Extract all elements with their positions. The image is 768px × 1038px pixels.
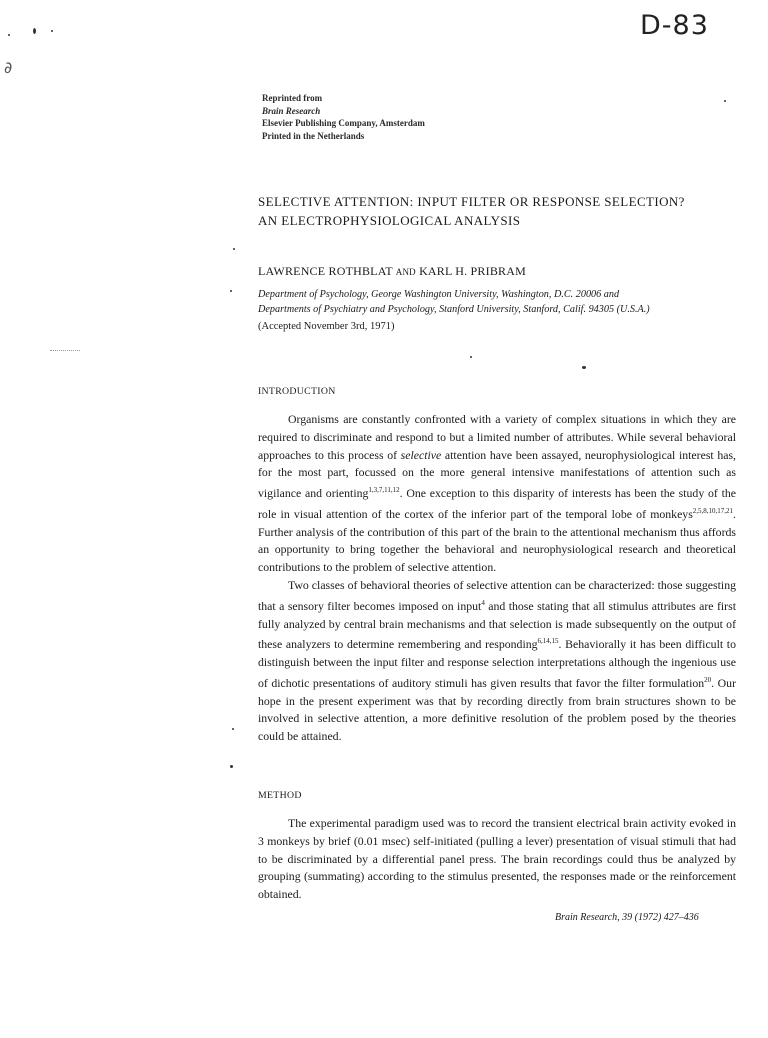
scan-speck [232, 728, 234, 730]
text-run: . Behaviorally it has been difficult to distinguish between the input filter and response selection interpretations although the ingenious use of dichotic presentations of auditory stimuli has given results that favor the filter formulation [258, 637, 736, 690]
text-run: Organisms are constantly confronted with a variety of complex situations in which they are required to discriminate and respond to but a limited number of attributes. While several behavioral approaches to this process of [258, 412, 736, 462]
method-paragraph-1: The experimental paradigm used was to record the transient electrical brain activity evoked in 3 monkeys by brief (0.01 msec) self-initiated (pulling a lever) presentation of visual stimuli that had to be discriminated by a differential panel press. The brain recordings could thus be analyzed by grouping (summating) according to the stimulus presented, the responses made or the reinforcement obtained. [258, 816, 736, 902]
author-conjunction: AND [395, 267, 416, 277]
scan-dots [50, 350, 80, 352]
affiliation-line-1: Department of Psychology, George Washington University, Washington, D.C. 20006 and [258, 289, 620, 300]
introduction-heading: INTRODUCTION [258, 386, 336, 397]
text-run: . Our hope in the present experiment was that by recording directly from brain structures shown to be involved in selective attention, a more definitive resolution of the problem posed by the theories could be attained. [258, 675, 736, 744]
scan-speck [8, 34, 10, 36]
method-heading: METHOD [258, 790, 302, 801]
affiliation [258, 288, 650, 317]
scan-speck [230, 290, 232, 292]
scan-speck [51, 30, 53, 32]
text-run: and those stating that all stimulus attributes are first fully analyzed by central brain mechanisms and that selection is made subsequently on the output of these analyzers to determine remembering and responding [258, 598, 736, 652]
scan-speck [230, 765, 233, 768]
scan-speck [724, 100, 726, 102]
reprint-printed: Printed in the Netherlands [262, 130, 365, 141]
authors [258, 264, 526, 279]
reprint-line: Reprinted from [262, 93, 323, 103]
scan-speck [233, 248, 235, 250]
reference-superscript: 1,3,7,11,12 [368, 486, 400, 495]
scan-speck [33, 28, 36, 34]
text-run: attention have been assayed, neurophysiological interest has, for the most part, focussed on the more general intensive manifestations of attention such as vigilance and orienting [258, 447, 737, 501]
reference-superscript: 4 [481, 598, 485, 607]
reprint-journal: Brain Research [262, 105, 321, 116]
text-run: . One exception to this disparity of interests has been the study of the role in visual attention of the cortex of the inferior part of the temporal lobe of monkeys [258, 486, 736, 521]
introduction-body [258, 411, 736, 746]
journal-citation: Brain Research, 39 (1972) 427–436 [555, 912, 699, 923]
title-line-1: SELECTIVE ATTENTION: INPUT FILTER OR RESPONSE SELECTION? [258, 194, 685, 209]
reference-superscript: 20 [704, 675, 712, 684]
method-body [258, 815, 736, 904]
author-2: KARL H. PRIBRAM [419, 264, 526, 278]
introduction-paragraph-2 [258, 577, 736, 746]
emphasis: selective [400, 447, 442, 462]
affiliation-line-2: Departments of Psychiatry and Psychology, Stanford University, Stanford, Calif. 94305 (U.S.A.) [258, 303, 650, 315]
text-run: . Further analysis of the contribution of this part of the brain to the attentional mechanism thus affords an opportunity to bring together the behavioral and neurophysiological research and theoretical contributions to the problem of selective attention. [258, 506, 736, 575]
reprint-info [262, 92, 425, 142]
handwritten-note: D-83 [640, 10, 709, 41]
reference-superscript: 6,14,15 [537, 637, 559, 646]
text-run: Two classes of behavioral theories of selective attention can be characterized: those suggesting that a sensory filter becomes imposed on input [258, 578, 736, 613]
author-1: LAWRENCE ROTHBLAT [258, 264, 393, 278]
reprint-publisher: Elsevier Publishing Company, Amsterdam [262, 118, 425, 128]
scan-mark: ∂ [4, 58, 13, 77]
scan-speck [582, 366, 586, 369]
scan-speck [470, 356, 472, 358]
introduction-paragraph-1 [258, 411, 736, 577]
title-line-2: AN ELECTROPHYSIOLOGICAL ANALYSIS [258, 213, 521, 228]
paper-title [258, 192, 685, 230]
reference-superscript: 2,5,8,10,17,21 [692, 506, 734, 515]
accepted-date: (Accepted November 3rd, 1971) [258, 321, 395, 332]
